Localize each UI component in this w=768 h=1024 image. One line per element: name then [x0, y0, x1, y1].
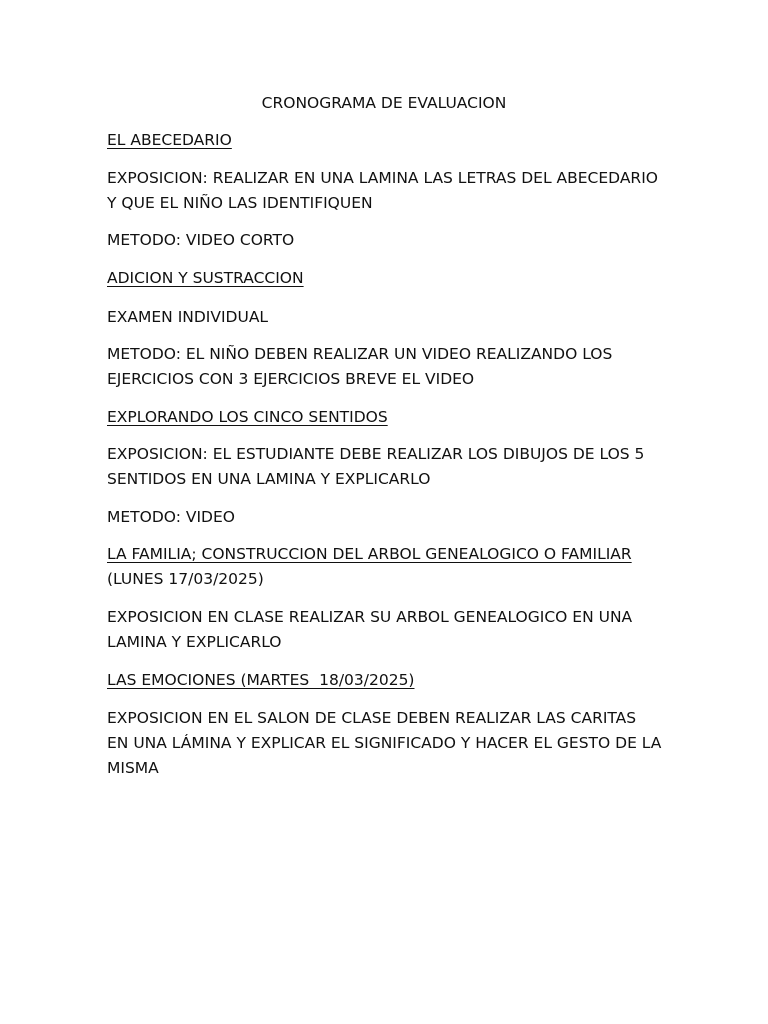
- paragraph-line: EXAMEN INDIVIDUAL: [107, 308, 269, 326]
- paragraph-line: EXPOSICION EN EL SALON DE CLASE DEBEN REALIZAR LAS CARITAS: [107, 709, 637, 727]
- section-heading-date: (LUNES 17/03/2025): [107, 570, 264, 588]
- paragraph-line: SENTIDOS EN UNA LAMINA Y EXPLICARLO: [107, 470, 431, 488]
- paragraph-line: METODO: EL NIÑO DEBEN REALIZAR UN VIDEO REALIZANDO LOS: [107, 345, 613, 363]
- section-heading-abecedario: [107, 128, 687, 153]
- section-heading-text: LA FAMILIA; CONSTRUCCION DEL ARBOL GENEALOGICO O FAMILIAR: [107, 545, 632, 563]
- paragraph-line: LAMINA Y EXPLICARLO: [107, 633, 282, 651]
- document-title: CRONOGRAMA DE EVALUACION: [261, 94, 507, 112]
- section-heading-sentidos: [107, 405, 687, 430]
- paragraph-line: METODO: VIDEO CORTO: [107, 231, 295, 249]
- paragraph-exposicion-familia: [107, 605, 687, 655]
- paragraph-exposicion-emociones: [107, 706, 687, 781]
- section-heading-text: EXPLORANDO LOS CINCO SENTIDOS: [107, 408, 388, 426]
- section-heading-emociones: [107, 668, 687, 693]
- section-heading-text: EL ABECEDARIO: [107, 131, 232, 149]
- paragraph-exposicion-abecedario: [107, 166, 687, 216]
- section-heading-text: LAS EMOCIONES (MARTES 18/03/2025): [107, 671, 415, 689]
- paragraph-line: EN UNA LÁMINA Y EXPLICAR EL SIGNIFICADO Y HACER EL GESTO DE LA: [107, 734, 662, 752]
- section-heading-familia: [107, 542, 687, 592]
- paragraph-line: METODO: VIDEO: [107, 508, 235, 526]
- paragraph-line: EXPOSICION EN CLASE REALIZAR SU ARBOL GENEALOGICO EN UNA: [107, 608, 633, 626]
- section-heading-adicion: [107, 266, 687, 291]
- paragraph-line: EJERCICIOS CON 3 EJERCICIOS BREVE EL VIDEO: [107, 370, 475, 388]
- paragraph-line: Y QUE EL NIÑO LAS IDENTIFIQUEN: [107, 194, 373, 212]
- paragraph-examen-individual: [107, 305, 687, 330]
- paragraph-line: EXPOSICION: REALIZAR EN UNA LAMINA LAS LETRAS DEL ABECEDARIO: [107, 169, 658, 187]
- paragraph-line: EXPOSICION: EL ESTUDIANTE DEBE REALIZAR LOS DIBUJOS DE LOS 5: [107, 445, 645, 463]
- paragraph-metodo-abecedario: [107, 228, 687, 253]
- paragraph-line: MISMA: [107, 759, 159, 777]
- section-heading-text: ADICION Y SUSTRACCION: [107, 269, 304, 287]
- paragraph-metodo-adicion: [107, 342, 687, 392]
- paragraph-exposicion-sentidos: [107, 442, 687, 492]
- paragraph-metodo-sentidos: [107, 505, 687, 530]
